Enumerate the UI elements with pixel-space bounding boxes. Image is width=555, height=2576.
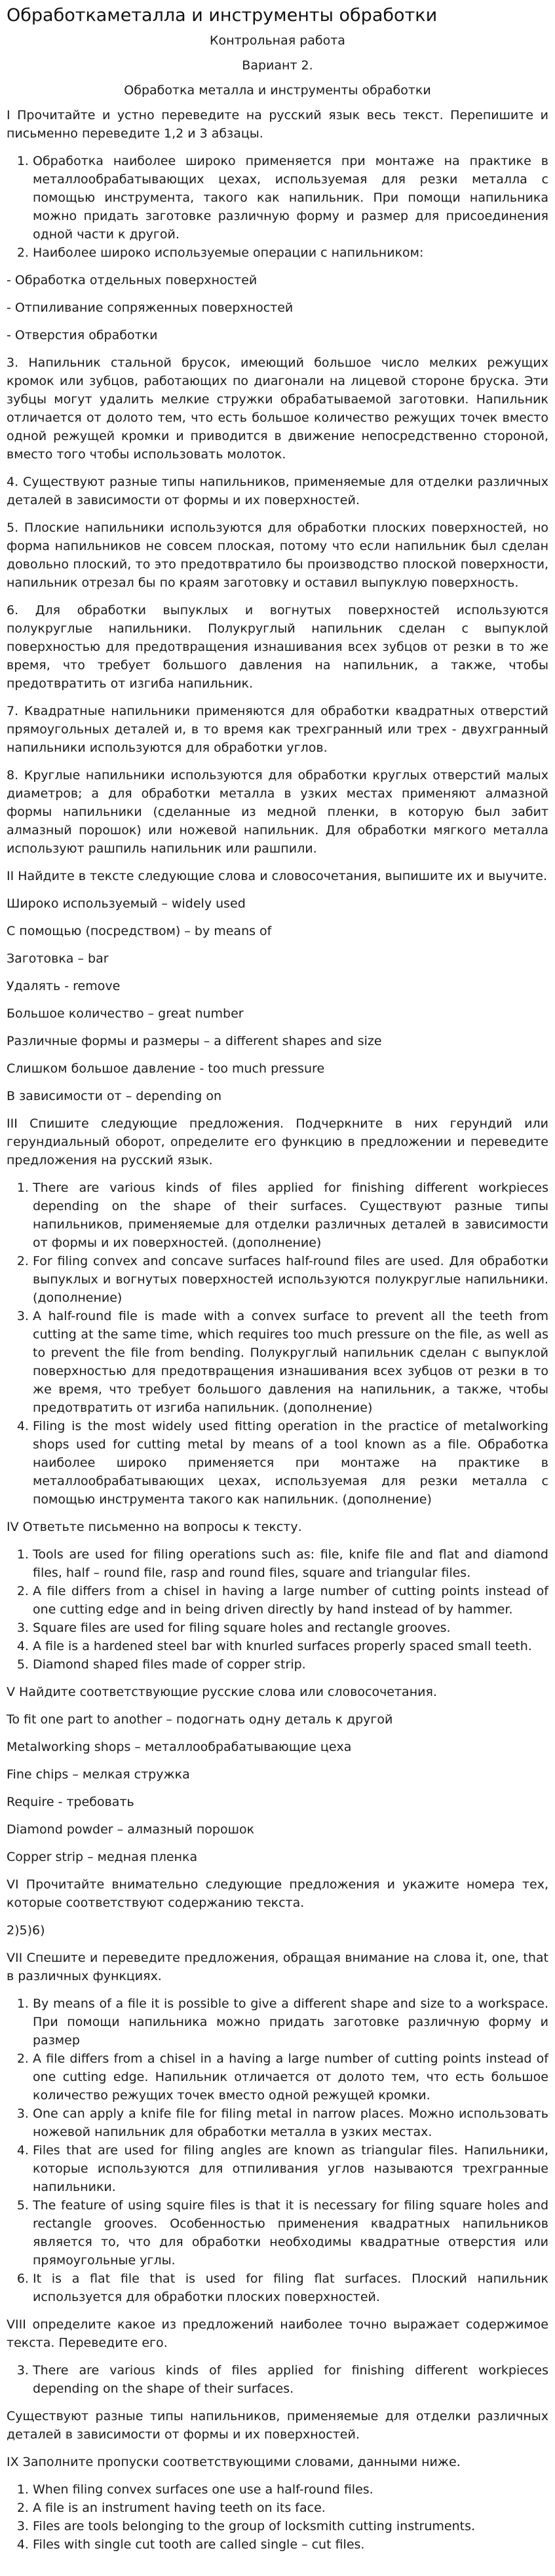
paragraph: 3. Напильник стальной брусок, имеющий большое число мелких режущих кромок или зубцов, работающих по диагонали на лицевой стороне бруска. Эти зубцы могут удалить мелкие стружки обрабатываемой заготовки. Напильник отличается от долото тем, что есть большое количество режущих точек вместо одной режущей кромки и приводится в движение непосредственно стороной, вместо того чтобы использовать молоток. [7, 356, 548, 462]
list-item: 4. Files that are used for filing angles are known as triangular files. Напильники, которые используются для отпиливания углов называются трехгранные напильники. [33, 2141, 548, 2196]
list-item: 2. For filing convex and concave surfaces half-round files are used. Для обработки выпуклых и вогнутых поверхностей используются полукруглые напильники. (дополнение) [33, 1252, 548, 1307]
task-1-heading: I Прочитайте и устно переведите на русский язык весь текст. Перепишите и письменно переведите 1,2 и 3 абзацы. [7, 108, 548, 141]
task-6-answer: 2)5)6) [7, 1923, 45, 1938]
header-line-1: Контрольная работа [210, 33, 345, 48]
vocab-item: Copper strip – медная пленка [7, 1850, 198, 1864]
task-3-heading: III Спишите следующие предложения. Подчеркните в них герундий или герундиальный оборот, определите его функцию в предложении и переведите предложения на русский язык. [7, 1116, 548, 1168]
list-item: 3. One can apply a knife file for filing metal in narrow places. Можно использовать ножевой напильник для обработки металла в узких местах. [33, 2105, 548, 2141]
task-6-heading: VI Прочитайте внимательно следующие предложения и укажите номера тех, которые соответствуют содержанию текста. [7, 1877, 548, 1910]
list-item: 1. When filing convex surfaces one use a half-round files. [33, 2480, 548, 2499]
list-item: 6. It is a flat file that is used for filing flat surfaces. Плоский напильник используется для обработки плоских поверхностей. [33, 2270, 548, 2306]
header-line-2: Вариант 2. [242, 58, 313, 73]
paragraph: 6. Для обработки выпуклых и вогнутых поверхностей используются полукруглые напильники. Полукруглый напильник сделан с выпуклой поверхностью для предотвращения изнашивания всех зубцов от резки в то же время, что требует большого давления на напильник, а также, чтобы предотвратить от изгиба напильник. [7, 603, 548, 691]
paragraph: 5. Плоские напильники используются для обработки плоских поверхностей, но форма напильников не совсем плоская, потому что если напильник был сделан довольно плоский, то это предотвратило бы производство плоской поверхности, напильник отрезал бы по краям заготовку и оставил выпуклую поверхность. [7, 521, 548, 590]
vocab-item: Заготовка – bar [7, 951, 109, 966]
vocab-item: Diamond powder – алмазный порошок [7, 1822, 255, 1837]
task-3-list [7, 1179, 548, 1509]
list-item: 3. A half-round file is made with a convex surface to prevent all the teeth from cutting at the same time, which requires too much pressure on the file, as well as to prevent the file from bending. Полукруглый напильник сделан с выпуклой поверхностью для предотвращения изнашивания всех зубцов от резки в то же время, что требует большого давления на напильник, а также, чтобы предотвратить от изгиба напильник. (дополнение) [33, 1307, 548, 1417]
list-item: 2. A file differs from a chisel in a having a large number of cutting points instead of one cutting edge. Напильник отличается от долото тем, что есть большое количество режущих точек вместо одной режущей кромки. [33, 2050, 548, 2105]
list-item: 4. Files with single cut tooth are called single – cut files. [33, 2535, 548, 2554]
vocab-item: Различные формы и размеры – a different shapes and size [7, 1034, 382, 1048]
vocab-item: С помощью (посредством) – by means of [7, 924, 272, 938]
list-item: 1. By means of a file it is possible to give a different shape and size to a workspace. При помощи напильника можно придать заготовке различную форму и размер [33, 1995, 548, 2050]
operation-item: - Отпиливание сопряженных поверхностей [7, 301, 294, 315]
vocab-item: To fit one part to another – подогнать одну деталь к другой [7, 1712, 393, 1727]
document-title: Обработкаметалла и инструменты обработки [7, 5, 438, 26]
task-9-list [7, 2480, 548, 2554]
vocab-item: Большое количество – great number [7, 1006, 244, 1021]
list-item: 2. A file differs from a chisel in having a large number of cutting points instead of one cutting edge and in being driven directly by hand instead of by hammer. [33, 1582, 548, 1619]
task-8-list [7, 2361, 548, 2398]
task-1-list [7, 152, 548, 262]
task-2-heading: II Найдите в тексте следующие слова и словосочетания, выпишите их и выучите. [7, 869, 547, 883]
list-item: 3. There are various kinds of files applied for finishing different workpieces depending on the shape of their surfaces. [33, 2361, 548, 2398]
list-item: 4. Filing is the most widely used fitting operation in the practice of metalworking shops used for cutting metal by means of a tool known as a file. Обработка наиболее широко применяется при монтаже на практике в металлообрабатывающих цехах, используемая для резки металла с помощью инструмента такого как напильник. (дополнение) [33, 1417, 548, 1509]
vocab-item: Слишком большое давление - too much pressure [7, 1061, 325, 1076]
vocab-item: Удалять - remove [7, 979, 121, 993]
list-item: 3. Square files are used for filing square holes and rectangle grooves. [33, 1619, 548, 1637]
operation-item: - Обработка отдельных поверхностей [7, 273, 258, 287]
task-4-list [7, 1545, 548, 1674]
operation-item: - Отверстия обработки [7, 328, 158, 342]
task-5-heading: V Найдите соответствующие русские слова или словосочетания. [7, 1685, 437, 1699]
vocab-item: Metalworking shops – металлообрабатывающие цеха [7, 1740, 352, 1754]
vocab-item: Require - требовать [7, 1795, 134, 1809]
task-9-heading: IX Заполните пропуски соответствующими словами, данными ниже. [7, 2455, 461, 2469]
task-8-heading: VIII определите какое из предложений наиболее точно выражает содержимое текста. Переведите его. [7, 2317, 548, 2350]
vocab-item: Fine chips – мелкая стружка [7, 1767, 190, 1782]
list-item: 5. The feature of using squire files is that it is necessary for filing square holes and rectangle grooves. Особенностью применения квадратных напильников является то, что для обработки необходимы квадратные отверстия или прямоугольные углы. [33, 2196, 548, 2270]
paragraph: 8. Круглые напильники используются для обработки круглых отверстий малых диаметров; а для обработки металла в узких местах применяют алмазной формы напильники (сделанные из медной пленки, в которую был забит алмазный порошок) или ножевой напильник. Для обработки мягкого металла используют рашпиль напильник или рашпили. [7, 768, 548, 856]
list-item: 1. There are various kinds of files applied for finishing different workpieces depending on the shape of their surfaces. Существуют разные типы напильников, применяемые для отделки различных деталей в зависимости от формы и их поверхностей. (дополнение) [33, 1179, 548, 1252]
task-4-heading: IV Ответьте письменно на вопросы к тексту. [7, 1520, 302, 1534]
list-item: 3. Files are tools belonging to the group of locksmith cutting instruments. [33, 2517, 548, 2535]
list-item: 5. Diamond shaped files made of copper strip. [33, 1655, 548, 1674]
vocab-item: Широко используемый – widely used [7, 896, 246, 911]
task-7-heading: VII Спешите и переведите предложения, обращая внимание на слова it, one, that в различных функциях. [7, 1951, 548, 1983]
paragraph: 7. Квадратные напильники применяются для обработки квадратных отверстий прямоугольных деталей и, в то время как трехгранный или трех - двухгранный напильники используются для обработки углов. [7, 704, 548, 755]
list-item: 2. A file is an instrument having teeth on its face. [33, 2499, 548, 2517]
task-8-translation: Существуют разные типы напильников, применяемые для отделки различных деталей в зависимости от формы и их поверхностей. [7, 2409, 548, 2442]
list-item: 1. Tools are used for filing operations such as: file, knife file and flat and diamond files, half – round file, rasp and round files, square and triangular files. [33, 1545, 548, 1582]
vocab-item: В зависимости от – depending on [7, 1089, 221, 1103]
list-item: 4. A file is a hardened steel bar with knurled surfaces properly spaced small teeth. [33, 1637, 548, 1655]
task-7-list [7, 1995, 548, 2306]
paragraph: 4. Существуют разные типы напильников, применяемые для отделки различных деталей в зависимости от формы и их поверхностей. [7, 475, 548, 507]
list-item: 1. Обработка наиболее широко применяется при монтаже на практике в металлообрабатывающих цехах, используемая для резки металла с помощью инструмента, такого как напильник. При помощи напильника можно придать заготовке различную форму и размер для присоединения одной части к другой. [33, 152, 548, 244]
header-line-3: Обработка металла и инструменты обработки [124, 83, 431, 98]
list-item: 2. Наиболее широко используемые операции с напильником: [33, 244, 548, 262]
